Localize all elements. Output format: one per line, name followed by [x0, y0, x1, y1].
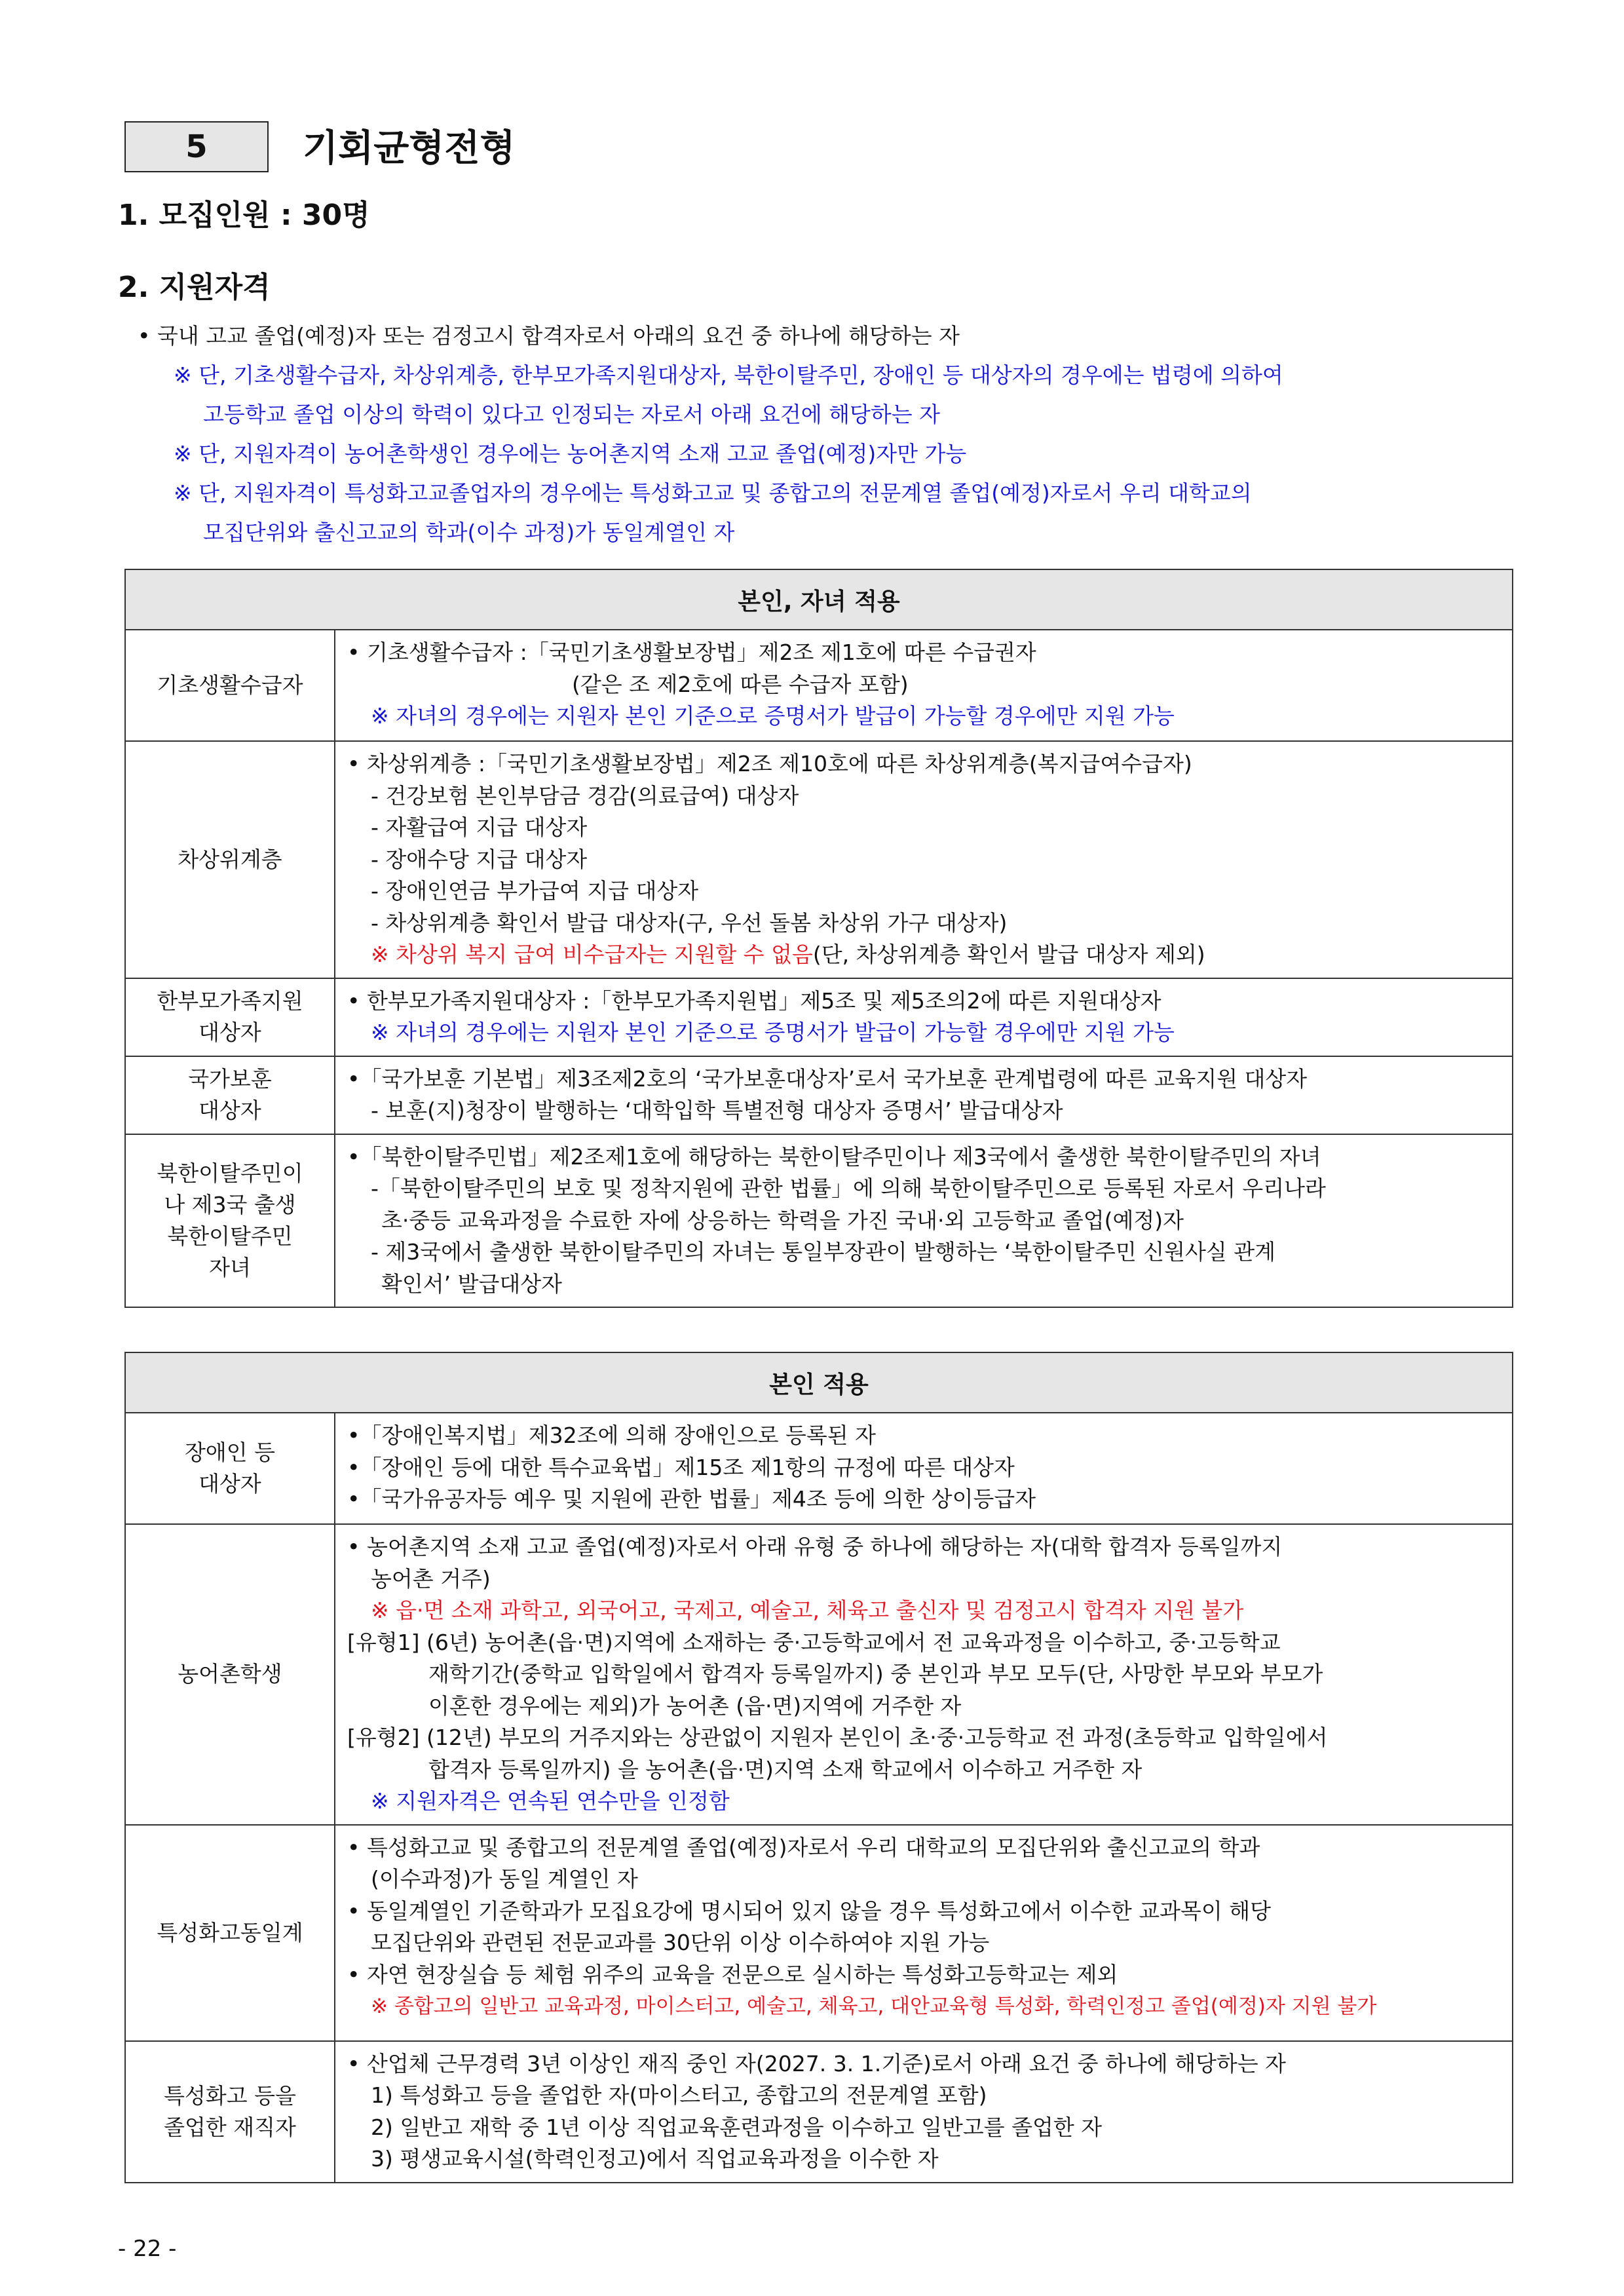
label-line: 대상자	[198, 1471, 261, 1497]
content-line: [유형1] (6년) 농어촌(읍·면)지역에 소재하는 중·고등학교에서 전 교육과정을 이수하고, 중·고등학교	[347, 1629, 1281, 1655]
section-number: 5	[185, 128, 208, 165]
intro-note: 고등학교 졸업 이상의 학력이 있다고 인정되는 자로서 아래 요건에 해당하는 자	[203, 402, 940, 427]
content-line: • 농어촌지역 소재 고교 졸업(예정)자로서 아래 유형 중 하나에 해당하는 자(대학 합격자 등록일까지	[347, 1534, 1283, 1559]
content-line: 2) 일반고 재학 중 1년 이상 직업교육훈련과정을 이수하고 일반고를 졸업한 자	[371, 2114, 1103, 2140]
table-row	[125, 741, 1513, 978]
label-line: 자녀	[209, 1254, 251, 1280]
content-line: - 보훈(지)청장이 발행하는 ‘대학입학 특별전형 대상자 증명서’ 발급대상자	[371, 1098, 1063, 1123]
content-warning: ※ 읍·면 소재 과학고, 외국어고, 국제고, 예술고, 체육고 출신자 및 검정고시 합격자 지원 불가	[371, 1598, 1244, 1623]
section-number-box	[124, 121, 269, 172]
table-row	[125, 978, 1513, 1056]
label-line: 대상자	[198, 1098, 261, 1123]
content-line: - 자활급여 지급 대상자	[371, 814, 588, 840]
table-self-and-children	[124, 569, 1513, 1308]
label-line: 나 제3국 출생	[164, 1191, 296, 1217]
table-row	[125, 1524, 1513, 1825]
intro-note: 모집단위와 출신고교의 학과(이수 과정)가 동일계열인 자	[203, 520, 735, 545]
row-label: 농어촌학생	[125, 1524, 335, 1825]
page-number: - 22 -	[118, 2236, 177, 2262]
content-line: 합격자 등록일까지) 을 농어촌(읍·면)지역 소재 학교에서 이수하고 거주한 자	[428, 1756, 1142, 1782]
content-note: ※ 자녀의 경우에는 지원자 본인 기준으로 증명서가 발급이 가능할 경우에만 지원 가능	[371, 1020, 1175, 1045]
row-label: 특성화고동일계	[125, 1825, 335, 2041]
content-line: [유형2] (12년) 부모의 거주지와는 상관없이 지원자 본인이 초·중·고등학교 전 과정(초등학교 입학일에서	[347, 1725, 1328, 1750]
row-label: 기초생활수급자	[125, 630, 335, 741]
label-line: 특성화고 등을	[164, 2082, 296, 2109]
table-row	[125, 1056, 1513, 1134]
table-row	[125, 2041, 1513, 2183]
content-line: •「장애인복지법」제32조에 의해 장애인으로 등록된 자	[347, 1423, 876, 1448]
table-row	[125, 1413, 1513, 1524]
content-line: - 장애수당 지급 대상자	[371, 846, 588, 872]
content-line: - 차상위계층 확인서 발급 대상자(구, 우선 돌봄 차상위 가구 대상자)	[371, 909, 1008, 936]
row-content	[335, 978, 1513, 1056]
row-content	[335, 2041, 1513, 2183]
content-line: 3) 평생교육시설(학력인정고)에서 직업교육과정을 이수한 자	[371, 2146, 939, 2172]
intro-note: ※ 단, 지원자격이 특성화고교졸업자의 경우에는 특성화고교 및 종합고의 전문계열 졸업(예정)자로서 우리 대학교의	[174, 480, 1252, 506]
intro-line: • 국내 고교 졸업(예정)자 또는 검정고시 합격자로서 아래의 요건 중 하나에 해당하는 자	[138, 323, 960, 349]
intro-note: ※ 단, 기초생활수급자, 차상위계층, 한부모가족지원대상자, 북한이탈주민, 장애인 등 대상자의 경우에는 법령에 의하여	[174, 362, 1283, 388]
content-line: • 특성화고교 및 종합고의 전문계열 졸업(예정)자로서 우리 대학교의 모집단위와 출신고교의 학과	[347, 1834, 1260, 1860]
content-line: - 건강보험 본인부담금 경감(의료급여) 대상자	[371, 782, 799, 809]
content-line	[347, 939, 1512, 971]
content-line: 초·중등 교육과정을 수료한 자에 상응하는 학력을 가진 국내·외 고등학교 졸업(예정)자	[381, 1207, 1184, 1233]
row-content	[335, 1825, 1513, 2041]
row-content	[335, 1056, 1513, 1134]
table-row	[125, 1825, 1513, 2041]
section-title: 기회균형전형	[303, 127, 516, 170]
row-label: 차상위계층	[125, 741, 335, 978]
content-line: 모집단위와 관련된 전문교과를 30단위 이상 이수하여야 지원 가능	[371, 1930, 990, 1955]
intro-note: ※ 단, 지원자격이 농어촌학생인 경우에는 농어촌지역 소재 고교 졸업(예정)자만 가능	[174, 441, 967, 467]
row-label	[125, 1134, 335, 1308]
qualification-heading: 2. 지원자격	[118, 271, 271, 304]
table-row	[125, 630, 1513, 741]
content-line: 이혼한 경우에는 제외)가 농어촌 (읍·면)지역에 거주한 자	[428, 1693, 962, 1719]
row-label	[125, 2041, 335, 2183]
content-note: ※ 지원자격은 연속된 연수만을 인정함	[371, 1788, 730, 1814]
label-line: 북한이탈주민	[167, 1223, 293, 1249]
content-line: 재학기간(중학교 입학일에서 합격자 등록일까지) 중 본인과 부모 모두(단, 사망한 부모와 부모가	[428, 1661, 1323, 1687]
content-line: 1) 특성화고 등을 졸업한 자(마이스터고, 종합고의 전문계열 포함)	[371, 2082, 987, 2108]
content-line: • 동일계열인 기준학과가 모집요강에 명시되어 있지 않을 경우 특성화고에서 이수한 교과목이 해당	[347, 1898, 1271, 1924]
content-line: • 자연 현장실습 등 체험 위주의 교육을 전문으로 실시하는 특성화고등학교는 제외	[347, 1961, 1118, 1987]
label-line: 졸업한 재직자	[164, 2114, 296, 2140]
content-line: -「북한이탈주민의 보호 및 정착지원에 관한 법률」에 의해 북한이탈주민으로 등록된 자로서 우리나라	[371, 1176, 1326, 1201]
label-line: 장애인 등	[184, 1440, 275, 1465]
label-line: 국가보훈	[188, 1066, 272, 1092]
content-line: • 산업체 근무경력 3년 이상인 재직 중인 자(2027. 3. 1.기준)로서 아래 요건 중 하나에 해당하는 자	[347, 2050, 1286, 2076]
row-content	[335, 1524, 1513, 1825]
label-line: 대상자	[198, 1020, 261, 1045]
table-self-only	[124, 1352, 1513, 2183]
content-line: • 기초생활수급자 :「국민기초생활보장법」제2조 제1호에 따른 수급권자	[347, 640, 1036, 665]
content-line: •「국가유공자등 예우 및 지원에 관한 법률」제4조 등에 의한 상이등급자	[347, 1486, 1036, 1512]
row-label	[125, 1413, 335, 1524]
content-line: - 제3국에서 출생한 북한이탈주민의 자녀는 통일부장관이 발행하는 ‘북한이탈주민 신원사실 관계	[371, 1239, 1276, 1265]
row-label	[125, 1056, 335, 1134]
content-line: •「장애인 등에 대한 특수교육법」제15조 제1항의 규정에 따른 대상자	[347, 1454, 1015, 1480]
row-content	[335, 1134, 1513, 1308]
content-line: 확인서’ 발급대상자	[381, 1271, 563, 1297]
row-label	[125, 978, 335, 1056]
content-line: 농어촌 거주)	[371, 1565, 491, 1592]
recruit-heading: 1. 모집인원 : 30명	[118, 199, 370, 232]
content-note: ※ 자녀의 경우에는 지원자 본인 기준으로 증명서가 발급이 가능할 경우에만 지원 가능	[371, 703, 1175, 729]
content-line: •「국가보훈 기본법」제3조제2호의 ‘국가보훈대상자’로서 국가보훈 관계법령에 따른 교육지원 대상자	[347, 1065, 1308, 1092]
content-warning: ※ 종합고의 일반고 교육과정, 마이스터고, 예술고, 체육고, 대안교육형 특성화, 학력인정고 졸업(예정)자 지원 불가	[371, 1995, 1377, 2018]
row-content	[335, 1413, 1513, 1524]
content-note-tail: (단, 차상위계층 확인서 발급 대상자 제외)	[812, 942, 1205, 967]
content-line: •「북한이탈주민법」제2조제1호에 해당하는 북한이탈주민이나 제3국에서 출생한 북한이탈주민의 자녀	[347, 1143, 1321, 1170]
table-row	[125, 1134, 1513, 1308]
table-header: 본인, 자녀 적용	[125, 569, 1513, 630]
content-line: (같은 조 제2호에 따른 수급자 포함)	[572, 671, 909, 697]
row-content	[335, 741, 1513, 978]
content-warning: ※ 차상위 복지 급여 비수급자는 지원할 수 없음	[371, 942, 813, 967]
content-line: - 장애인연금 부가급여 지급 대상자	[371, 878, 699, 904]
label-line: 북한이탈주민이	[157, 1160, 303, 1186]
table-header: 본인 적용	[125, 1352, 1513, 1413]
label-line: 한부모가족지원	[157, 988, 303, 1014]
content-line: (이수과정)가 동일 계열인 자	[371, 1866, 638, 1892]
row-content	[335, 630, 1513, 741]
qualification-intro	[138, 316, 1283, 552]
content-line: • 차상위계층 :「국민기초생활보장법」제2조 제10호에 따른 차상위계층(복지급여수급자)	[347, 751, 1192, 776]
content-line: • 한부모가족지원대상자 :「한부모가족지원법」제5조 및 제5조의2에 따른 지원대상자	[347, 987, 1161, 1014]
